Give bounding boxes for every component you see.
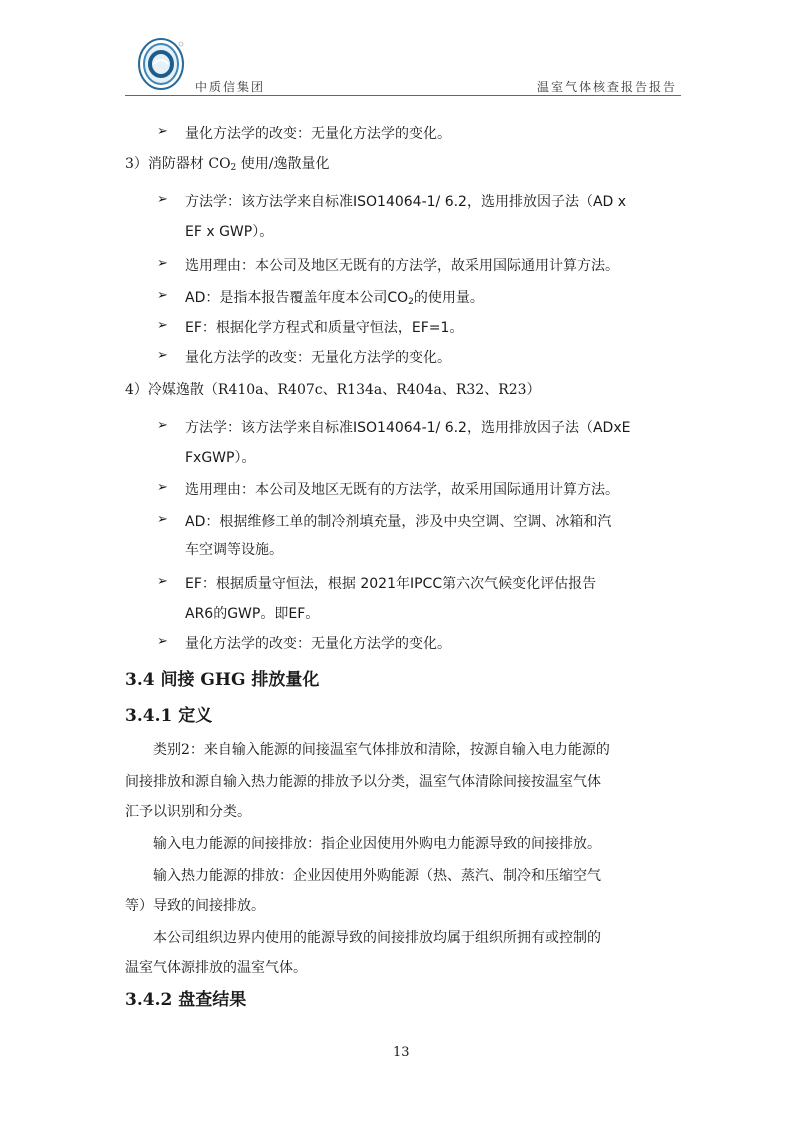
bullet-arrow-icon: ➢ bbox=[157, 288, 168, 303]
paragraph-continuation: 等）导致的间接排放。 bbox=[125, 898, 265, 914]
item-4-heading: 4）冷媒逸散（R410a、R407c、R134a、R404a、R32、R23） bbox=[125, 382, 541, 398]
paragraph: 输入电力能源的间接排放：指企业因使用外购电力能源导致的间接排放。 bbox=[153, 836, 601, 852]
page-number: 13 bbox=[393, 1045, 410, 1060]
paragraph-continuation: 温室气体源排放的温室气体。 bbox=[125, 960, 307, 976]
paragraph-continuation: 汇予以识别和分类。 bbox=[125, 804, 251, 820]
bullet-arrow-icon: ➢ bbox=[157, 256, 168, 271]
paragraph: 类别2：来自输入能源的间接温室气体排放和清除，按源自输入电力能源的 bbox=[153, 742, 610, 758]
bullet-arrow-icon: ➢ bbox=[157, 574, 168, 589]
bullet-arrow-icon: ➢ bbox=[157, 480, 168, 495]
bullet-arrow-icon: ➢ bbox=[157, 512, 168, 527]
page-header bbox=[125, 36, 681, 96]
item-3-heading: 3）消防器材 $CO_2$ 使用/逸散量化 bbox=[125, 156, 330, 173]
bullet-arrow-icon: ➢ bbox=[157, 348, 168, 363]
section-heading-3-4-1: 3.4.1 定义 bbox=[125, 706, 213, 726]
header-divider bbox=[125, 95, 681, 96]
paragraph-continuation: 间接排放和源自输入热力能源的排放予以分类，温室气体清除间接按温室气体 bbox=[125, 774, 601, 790]
bullet-arrow-icon: ➢ bbox=[157, 418, 168, 433]
bullet-arrow-icon: ➢ bbox=[157, 634, 168, 649]
paragraph: 输入热力能源的排放：企业因使用外购能源（热、蒸汽、制冷和压缩空气 bbox=[153, 868, 601, 884]
company-name: 中质信集团 bbox=[195, 80, 266, 94]
report-title: 温室气体核查报告报告 bbox=[536, 80, 677, 94]
paragraph: 本公司组织边界内使用的能源导致的间接排放均属于组织所拥有或控制的 bbox=[153, 930, 601, 946]
company-logo-icon bbox=[137, 36, 187, 92]
section-heading-3-4: 3.4 间接 GHG 排放量化 bbox=[125, 670, 320, 690]
bullet-arrow-icon: ➢ bbox=[157, 124, 168, 139]
bullet-arrow-icon: ➢ bbox=[157, 318, 168, 333]
bullet-arrow-icon: ➢ bbox=[157, 192, 168, 207]
section-heading-3-4-2: 3.4.2 盘查结果 bbox=[125, 990, 247, 1010]
